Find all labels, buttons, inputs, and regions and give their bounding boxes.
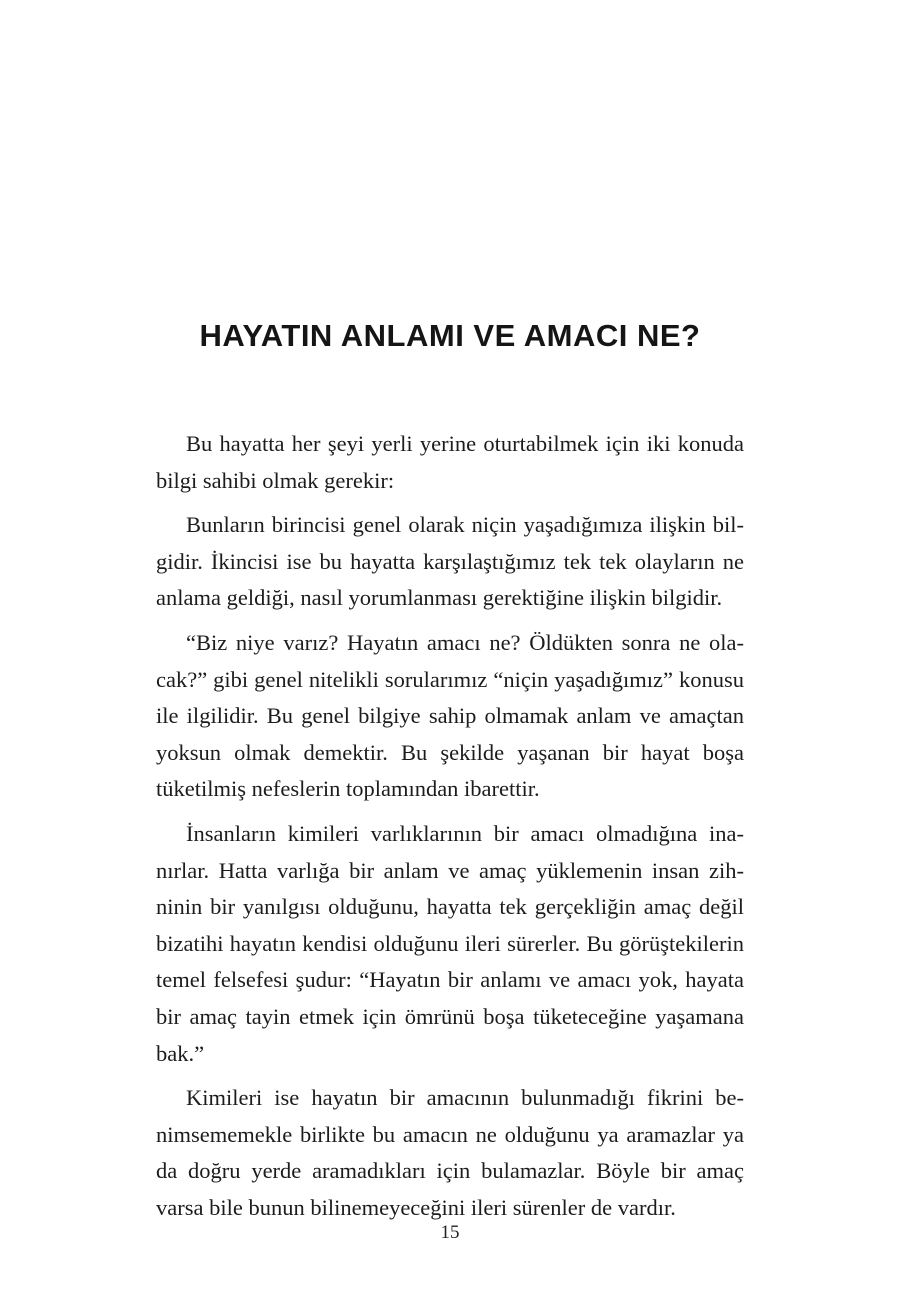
paragraph: İnsanların kimileri varlıklarının bir amacı olmadığına inanırlar. Hatta varlığa bir anlam ve amaç yüklemenin insan zihninin bir yanılgısı olduğunu, hayatta tek gerçekliğin amaç değil bizatihi hayatın kendisi olduğunu ileri sürerler. Bu görüştekilerin temel felsefesi şudur: “Hayatın bir anlamı ve amacı yok, hayata bir amaç tayin etmek için ömrünü boşa tüketeceğine yaşamana bak.” [156,820,744,1066]
paragraph: Bu hayatta her şeyi yerli yerine oturtabilmek için iki konuda bilgi sahibi olmak gerekir: [156,431,744,493]
paragraph: Bunların birincisi genel olarak niçin yaşadığımıza ilişkin bilgidir. İkincisi ise bu hayatta karşılaştığımız tek tek olayların ne anlama geldiği, nasıl yorumlanması gerektiğine ilişkin bilgidir. [156,512,744,611]
chapter-title: HAYATIN ANLAMI VE AMACI NE? [199,318,701,353]
page-number: 15 [440,1222,460,1243]
paragraph: Kimileri ise hayatın bir amacının bulunmadığı fikrini benimsememekle birlikte bu amacın ne olduğunu ya aramazlar ya da doğru yerde aramadıkları için bulamazlar. Böyle bir amaç varsa bile bunun bilinemeyeceğini ileri sürenler de vardır. [156,1085,744,1220]
body-text [156,426,744,1234]
paragraph: “Biz niye varız? Hayatın amacı ne? Öldükten sonra ne olacak?” gibi genel nitelikli sorularımız “niçin yaşadığımız” konusu ile ilgilidir. Bu genel bilgiye sahip olmamak anlam ve amaçtan yoksun olmak demektir. Bu şekilde yaşanan bir hayat boşa tüketilmiş nefeslerin toplamından ibarettir. [156,629,744,802]
